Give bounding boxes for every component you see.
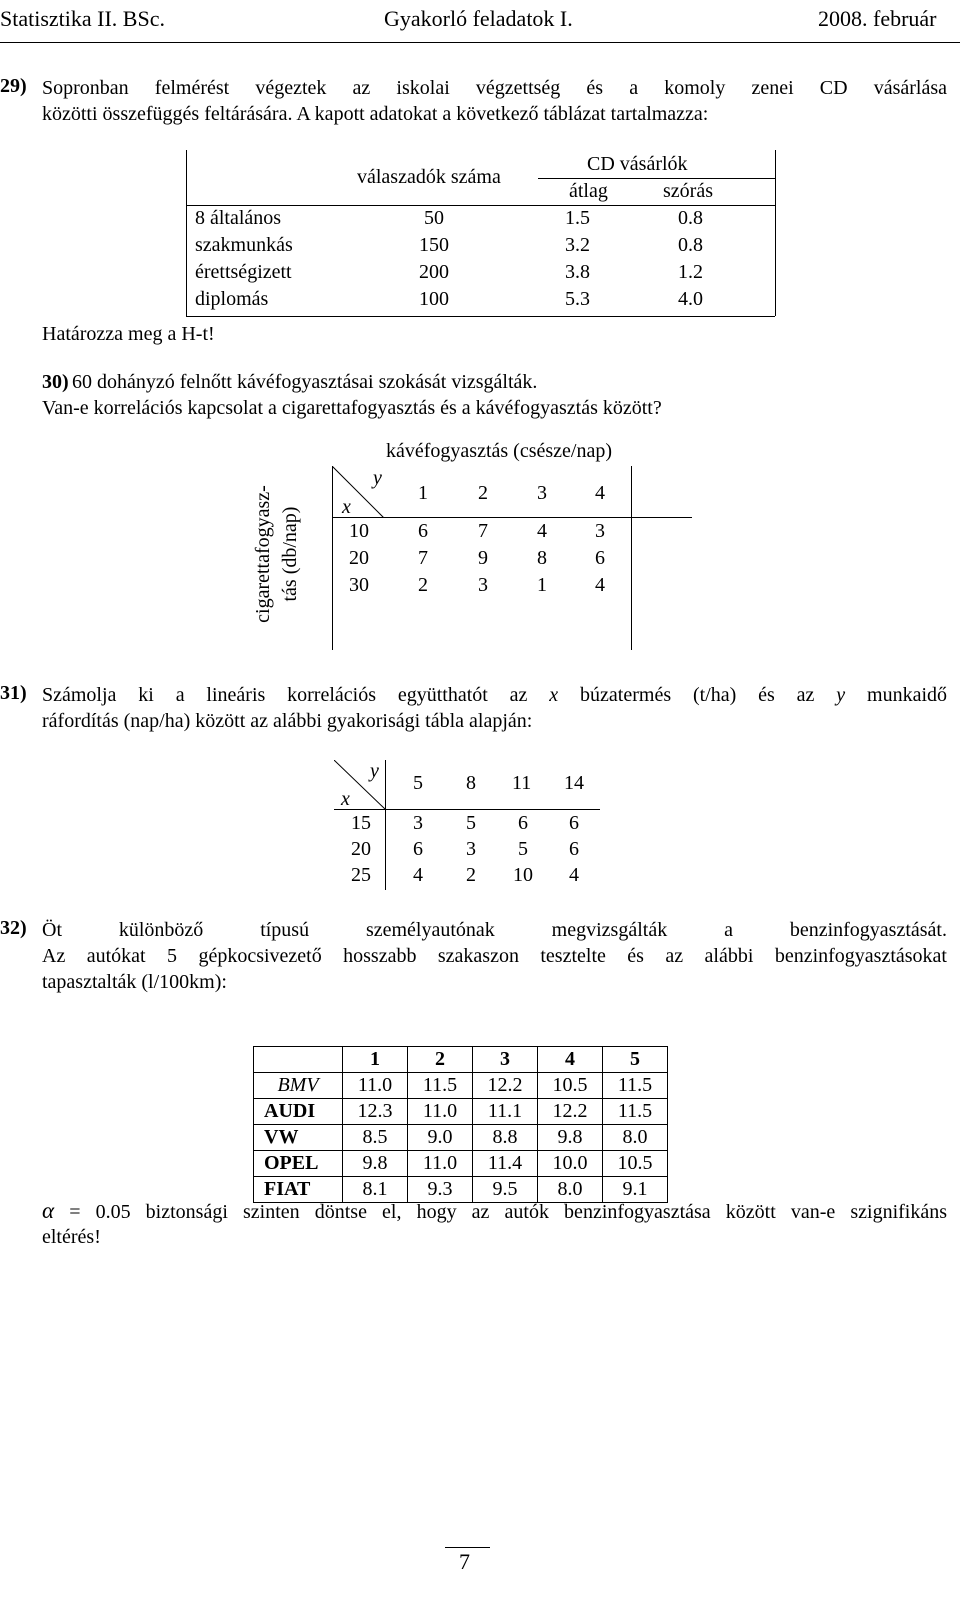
q31-x-value: 15: [351, 812, 371, 834]
q29-row-mean: 3.8: [565, 261, 590, 283]
q32-header-cell: 3: [473, 1047, 538, 1073]
header-left: Statisztika II. BSc.: [0, 6, 165, 31]
q29-row-mean: 5.3: [565, 288, 590, 310]
q32-cell: 8.5: [343, 1125, 408, 1151]
q32-cell: 10.5: [603, 1151, 668, 1177]
q30-cell: 3: [478, 574, 488, 596]
q32-cell: 12.2: [473, 1073, 538, 1099]
q29-row-n: 200: [419, 261, 449, 283]
q30-cell: 1: [537, 574, 547, 596]
q32-cell: 11.0: [343, 1073, 408, 1099]
q31-cell: 5: [518, 838, 528, 860]
q29-text-line2: közötti összefüggés feltárására. A kapott adatokat a következő táblázat tartalmazza:: [42, 103, 709, 125]
q32-header-cell: 4: [538, 1047, 603, 1073]
q30-text-line2: Van-e korrelációs kapcsolat a cigarettafogyasztás és a kávéfogyasztás között?: [42, 397, 662, 419]
q32-table: [253, 1046, 668, 1203]
q29-col-mean: átlag: [569, 180, 608, 202]
q30-row-title-line2: tás (db/nap): [279, 506, 301, 602]
q32-header-cell: 1: [343, 1047, 408, 1073]
q30-cell: 2: [418, 574, 428, 596]
q30-right-border: [631, 466, 632, 650]
q31-cell: 6: [569, 838, 579, 860]
q30-cell: 4: [595, 574, 605, 596]
q32-corner-cell: [254, 1047, 343, 1073]
q32-row-label: OPEL: [254, 1151, 343, 1177]
q30-x-label: x: [342, 496, 351, 518]
q31-cell: 6: [518, 812, 528, 834]
q30-y-value: 4: [595, 482, 605, 504]
q29-row-n: 100: [419, 288, 449, 310]
q32-cell: 10.0: [538, 1151, 603, 1177]
q29-row-sd: 1.2: [678, 261, 703, 283]
q29-left-border: [186, 150, 187, 316]
q31-y-value: 5: [413, 772, 423, 794]
q31-text-part1: Számolja ki a lineáris korrelációs együtthatót az: [42, 684, 528, 706]
q30-cell: 4: [537, 520, 547, 542]
q31-cell: 4: [413, 864, 423, 886]
q29-row-sd: 4.0: [678, 288, 703, 310]
q30-cell: 7: [478, 520, 488, 542]
q30-text-line1: 60 dohányzó felnőtt kávéfogyasztásai szokását vizsgálták.: [72, 371, 538, 393]
q32-cell: 11.5: [603, 1099, 668, 1125]
table-row: [254, 1073, 668, 1099]
q30-cell: 8: [537, 547, 547, 569]
q29-row-label: diplomás: [195, 288, 269, 310]
q31-cell: 6: [569, 812, 579, 834]
q32-cell: 12.3: [343, 1099, 408, 1125]
q32-header-cell: 2: [408, 1047, 473, 1073]
page-number: 7: [459, 1549, 470, 1574]
q30-cell: 7: [418, 547, 428, 569]
header-right: 2008. február: [818, 6, 937, 31]
q32-cell: 12.2: [538, 1099, 603, 1125]
q31-x-var: x: [549, 684, 559, 706]
q32-cell: 11.4: [473, 1151, 538, 1177]
q29-row-n: 50: [424, 207, 444, 229]
q29-col-sd: szórás: [663, 180, 713, 202]
q31-cell: 10: [513, 864, 533, 886]
q32-cell: 8.0: [538, 1177, 603, 1203]
q32-alpha-text: 0.05 biztonsági szinten döntse el, hogy az autók benzinfogyasztása között van-e szignifikáns: [95, 1201, 948, 1223]
q31-cell: 2: [466, 864, 476, 886]
q32-alpha-text2: eltérés!: [42, 1226, 101, 1248]
q30-row-title-line1: cigarettafogyasz-: [252, 485, 274, 623]
q32-cell: 11.5: [408, 1073, 473, 1099]
q32-row-label: FIAT: [254, 1177, 343, 1203]
q29-row-sd: 0.8: [678, 234, 703, 256]
q29-right-border: [775, 150, 776, 316]
q31-number: 31): [0, 682, 27, 704]
q31-text-line1: [42, 682, 947, 709]
q31-y-value: 8: [466, 772, 476, 794]
table-row: [254, 1125, 668, 1151]
q30-cell: 9: [478, 547, 488, 569]
q30-y-value: 2: [478, 482, 488, 504]
q32-cell: 11.5: [603, 1073, 668, 1099]
q32-cell: 8.0: [603, 1125, 668, 1151]
q31-text-part3: munkaidő: [867, 684, 948, 706]
q30-y-label: y: [373, 467, 382, 489]
q32-cell: 11.1: [473, 1099, 538, 1125]
q30-col-title: kávéfogyasztás (csésze/nap): [386, 440, 612, 462]
q32-cell: 9.1: [603, 1177, 668, 1203]
q30-y-value: 1: [418, 482, 428, 504]
table-row: [254, 1151, 668, 1177]
q31-cell: 5: [466, 812, 476, 834]
q29-number: 29): [0, 75, 27, 97]
q31-cell: 3: [466, 838, 476, 860]
q32-alpha-eq: =: [69, 1201, 81, 1223]
q31-cell: 3: [413, 812, 423, 834]
q32-cell: 9.8: [343, 1151, 408, 1177]
q29-row-mean: 1.5: [565, 207, 590, 229]
q32-cell: 11.0: [408, 1151, 473, 1177]
q31-text-line2: ráfordítás (nap/ha) között az alábbi gyakorisági tábla alapján:: [42, 710, 533, 732]
q31-y-label: y: [370, 760, 379, 782]
q31-text-part2: búzatermés (t/ha) és az: [580, 684, 815, 706]
q32-text-line2: Az autókat 5 gépkocsivezető hosszabb szakaszon tesztelte és az alábbi benzinfogyasztásokat: [42, 945, 947, 967]
q32-cell: 9.8: [538, 1125, 603, 1151]
q29-row-label: szakmunkás: [195, 234, 293, 256]
q30-x-value: 10: [349, 520, 369, 542]
q31-y-var: y: [836, 684, 846, 706]
q31-y-value: 11: [512, 772, 532, 794]
footer-rule: [445, 1547, 490, 1548]
q29-col-respondents: válaszadók száma: [357, 166, 501, 188]
q29-text-line1: Sopronban felmérést végeztek az iskolai végzettség és a komoly zenei CD vásárlása: [42, 77, 947, 99]
q32-alpha-line: [42, 1198, 947, 1226]
q32-cell: 8.1: [343, 1177, 408, 1203]
q31-y-value: 14: [564, 772, 584, 794]
q29-row-sd: 0.8: [678, 207, 703, 229]
q32-cell: 9.5: [473, 1177, 538, 1203]
q30-y-value: 3: [537, 482, 547, 504]
header-center: Gyakorló feladatok I.: [384, 6, 573, 31]
q30-x-value: 20: [349, 547, 369, 569]
q32-row-label: VW: [254, 1125, 343, 1151]
q30-x-value: 30: [349, 574, 369, 596]
q29-group-rule: [538, 178, 775, 179]
q32-cell: 8.8: [473, 1125, 538, 1151]
q29-row-mean: 3.2: [565, 234, 590, 256]
q30-cell: 6: [595, 547, 605, 569]
table-row: [254, 1099, 668, 1125]
q32-cell: 10.5: [538, 1073, 603, 1099]
q32-text-line3: tapasztalták (l/100km):: [42, 971, 227, 993]
q29-row-label: 8 általános: [195, 207, 282, 229]
q30-cell: 3: [595, 520, 605, 542]
q29-col-group: CD vásárlók: [587, 153, 688, 175]
q30-header-rule: [332, 517, 692, 518]
q32-cell: 11.0: [408, 1099, 473, 1125]
q32-row-label: BMV: [254, 1073, 343, 1099]
q32-number: 32): [0, 917, 27, 939]
q31-cell: 4: [569, 864, 579, 886]
q31-cell: 6: [413, 838, 423, 860]
q31-x-value: 25: [351, 864, 371, 886]
q32-cell: 9.3: [408, 1177, 473, 1203]
q30-row-title: [250, 474, 304, 634]
q31-x-label: x: [341, 788, 350, 810]
q32-row-label: AUDI: [254, 1099, 343, 1125]
q30-number: 30): [42, 371, 69, 393]
q29-row-n: 150: [419, 234, 449, 256]
q32-alpha-symbol: α: [42, 1198, 55, 1223]
q32-text-line1: Öt különböző típusú személyautónak megvizsgálták a benzinfogyasztását.: [42, 919, 947, 941]
q31-header-rule: [334, 809, 600, 810]
q29-header-rule: [186, 205, 775, 206]
q32-header-cell: 5: [603, 1047, 668, 1073]
q30-cell: 6: [418, 520, 428, 542]
header-rule: [0, 42, 960, 43]
q29-row-label: érettségizett: [195, 261, 292, 283]
q32-cell: 9.0: [408, 1125, 473, 1151]
q29-task: Határozza meg a H-t!: [42, 323, 215, 345]
q31-x-value: 20: [351, 838, 371, 860]
q29-bottom-rule: [186, 316, 775, 317]
q32-header-row: [254, 1047, 668, 1073]
